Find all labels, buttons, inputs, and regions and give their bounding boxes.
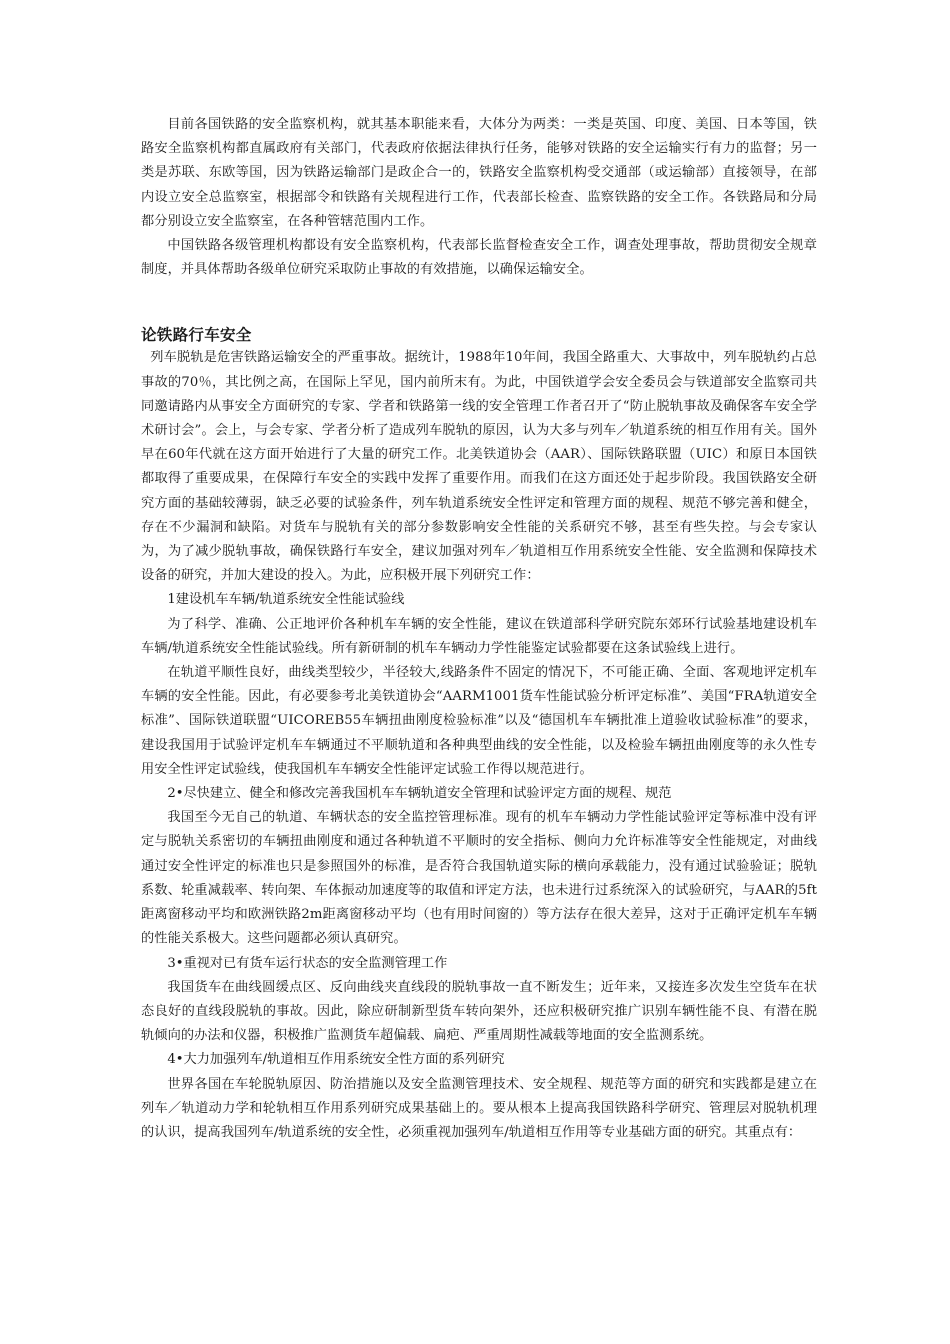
intro-paragraph-1: 目前各国铁路的安全监察机构，就其基本职能来看，大体分为两类：一类是英国、印度、美国、日本等国，铁路安全监察机构都直属政府有关部门，代表政府依据法律执行任务，能够对铁路的安全运输实行有力的监督；另一类是苏联、东欧等国，因为铁路运输部门是政企合一的，铁路安全监察机构受交通部（或运输部）直接领导，在部内设立安全总监察室，根据部令和铁路有关规程进行工作，代表部长检查、监察铁路的安全工作。各铁路局和分局都分别设立安全监察室，在各种管辖范围内工作。 <box>141 117 817 229</box>
section-1-paragraph-2: 在轨道平顺性良好，曲线类型较少，半径较大,线路条件不固定的情况下，不可能正确、全面、客观地评定机车车辆的安全性能。因此，有必要参考北美铁道协会“AARM1001货车性能试验分析评定标准”、美国“FRA轨道安全标准”、国际铁道联盟“UICOREB55车辆扭曲刚度检验标准”以及“德国机车车辆批准上道验收试验标准”的要求，建设我国用于试验评定机车车辆通过不平顺轨道和各种典型曲线的安全性能，以及检验车辆扭曲刚度等的永久性专用安全性评定试验线，使我国机车车辆安全性能评定试验工作得以规范进行。 <box>141 665 817 777</box>
section-4-heading: 4•大力加强列车/轨道相互作用系统安全性方面的系列研究 <box>167 1052 505 1068</box>
article-title: 论铁路行车安全 <box>141 325 252 345</box>
section-1-heading: 1建设机车车辆/轨道系统安全性能试验线 <box>167 592 405 608</box>
section-1-paragraph-1: 为了科学、准确、公正地评价各种机车车辆的安全性能，建议在铁道部科学研究院东郊环行试验基地建设机车车辆/轨道系统安全性能试验线。所有新研制的机车车辆动力学性能鉴定试验都要在这条试验线上进行。 <box>141 616 817 656</box>
section-4-paragraph-1: 世界各国在车轮脱轨原因、防治措施以及安全监测管理技术、安全规程、规范等方面的研究和实践都是建立在列车／轨道动力学和轮轨相互作用系列研究成果基础上的。要从根本上提高我国铁路科学研究、管理层对脱轨机理的认识，提高我国列车/轨道系统的安全性，必须重视加强列车/轨道相互作用等专业基础方面的研究。其重点有： <box>141 1076 817 1140</box>
intro-paragraph-2: 中国铁路各级管理机构都设有安全监察机构，代表部长监督检查安全工作，调查处理事故，帮助贯彻安全规章制度，并具体帮助各级单位研究采取防止事故的有效措施，以确保运输安全。 <box>141 238 817 278</box>
section-2-paragraph-1: 我国至今无自己的轨道、车辆状态的安全监控管理标准。现有的机车车辆动力学性能试验评定等标准中没有评定与脱轨关系密切的车辆扭曲刚度和通过各种轨道不平顺时的安全指标、侧向力允许标准等安全性能规定，对曲线通过安全性评定的标准也只是参照国外的标准，是否符合我国轨道实际的横向承载能力，没有通过试验验证；脱轨系数、轮重减载率、转向架、车体振动加速度等的取值和评定方法，也未进行过系统深入的试验研究，与AAR的5ft距离窗移动平均和欧洲铁路2m距离窗移动平均（也有用时间窗的）等方法存在很大差异，这对于正确评定机车车辆的性能关系极大。这些问题都必须认真研究。 <box>141 810 817 947</box>
document-page <box>141 113 817 1145</box>
section-3-paragraph-1: 我国货车在曲线圆缓点区、反向曲线夹直线段的脱轨事故一直不断发生；近年来，又接连多次发生空货车在状态良好的直线段脱轨的事故。因此，除应研制新型货车转向架外，还应积极研究推广识别车辆性能不良、有潜在脱轨倾向的办法和仪器，积极推广监测货车超偏载、扁疤、严重周期性减载等地面的安全监测系统。 <box>141 979 817 1044</box>
section-2-heading: 2•尽快建立、健全和修改完善我国机车车辆轨道安全管理和试验评定方面的规程、规范 <box>167 786 672 802</box>
section-3-heading: 3•重视对已有货车运行状态的安全监测管理工作 <box>167 955 448 971</box>
section-spacer <box>141 282 817 324</box>
article-lead-paragraph: 列车脱轨是危害铁路运输安全的严重事故。据统计，1988年10年间，我国全路重大、大事故中，列车脱轨约占总事故的70％，其比例之高，在国际上罕见，国内前所末有。为此，中国铁道学会安全委员会与铁道部安全监察司共同邀请路内从事安全方面研究的专家、学者和铁路第一线的安全管理工作者召开了“防止脱轨事故及确保客车安全学术研讨会”。会上，与会专家、学者分析了造成列车脱轨的原因，认为大多与列车／轨道系统的相互作用有关。国外早在60年代就在这方面开始进行了大量的研究工作。北美铁道协会（AAR）、国际铁路联盟（UIC）和原日本国铁都取得了重要成果，在保障行车安全的实践中发挥了重要作用。而我们在这方面还处于起步阶段。我国铁路安全研究方面的基础较薄弱，缺乏必要的试验条件，列车轨道系统安全性评定和管理方面的规程、规范不够完善和健全，存在不少漏洞和缺陷。对货车与脱轨有关的部分参数影响安全性能的关系研究不够，甚至有些失控。与会专家认为，为了减少脱轨事故，确保铁路行车安全，建议加强对列车／轨道相互作用系统安全性能、安全监测和保障技术设备的研究，并加大建设的投入。为此，应积极开展下列研究工作： <box>141 350 817 584</box>
